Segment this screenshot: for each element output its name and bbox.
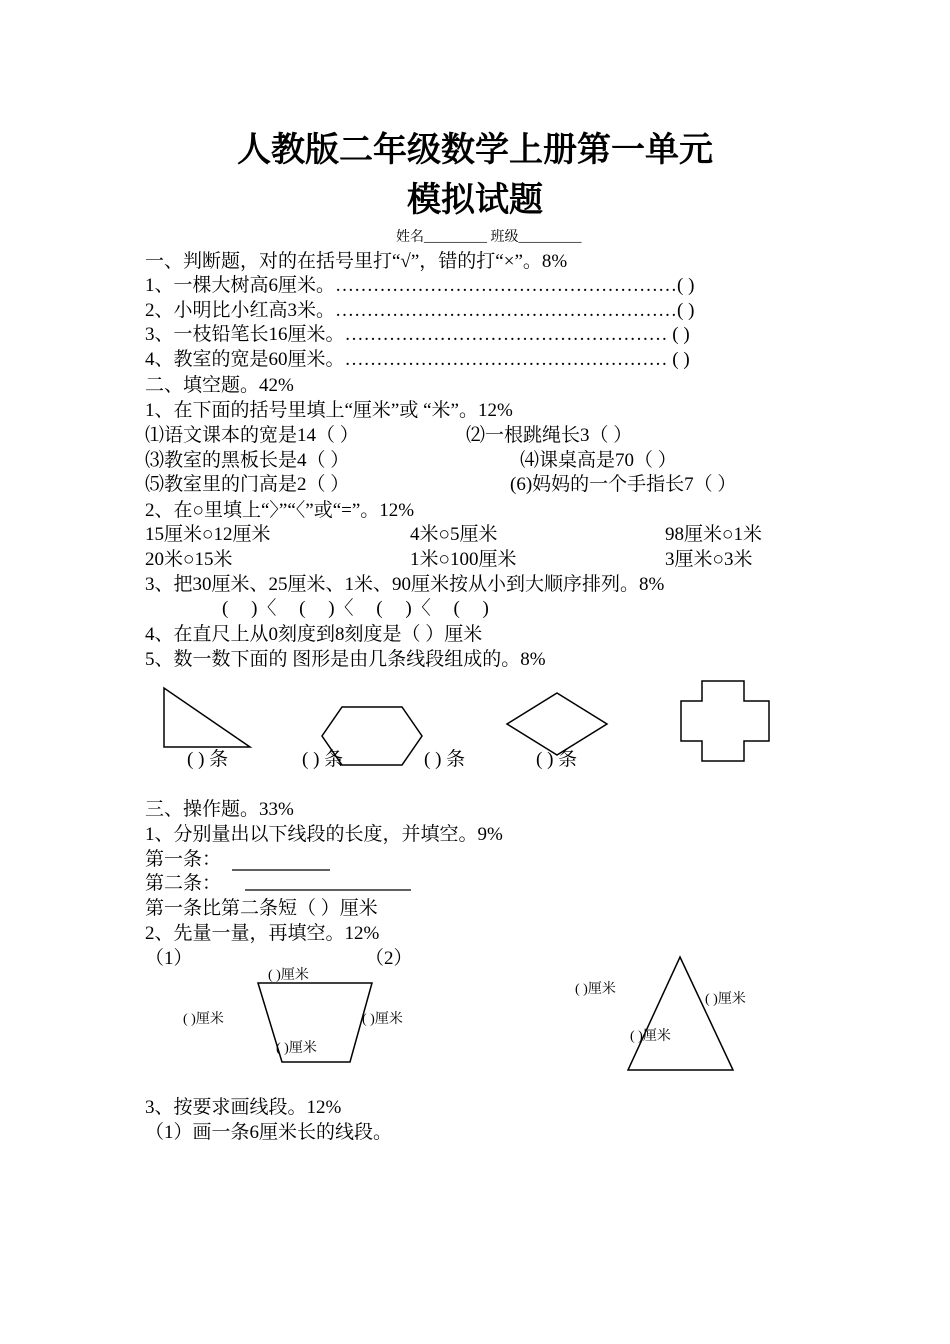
judge-item-2: 2、小明比小红高3米。………………………………………………( ) xyxy=(145,300,695,321)
rhombus-shape xyxy=(507,693,607,755)
fill-q5-label: 5、数一数下面的 图形是由几条线段组成的。8% xyxy=(145,649,546,670)
section3-heading: 三、操作题。33% xyxy=(145,799,294,820)
op-q3-sub1: （1）画一条6厘米长的线段。 xyxy=(145,1122,393,1143)
op-q2-sub2: （2） xyxy=(365,948,413,969)
compare-item-4: 20米○15米 xyxy=(145,549,233,570)
judge-item-4: 4、教室的宽是60厘米。…………………………………………… ( ) xyxy=(145,349,690,370)
section2-heading: 二、填空题。42% xyxy=(145,375,294,396)
fill-q1-item-3: ⑶教室的黑板长是4（ ） xyxy=(145,450,350,471)
triangle-shape xyxy=(164,688,250,747)
trap-label-top: ( )厘米 xyxy=(268,968,309,983)
judge-item-3: 3、一枝铅笔长16厘米。…………………………………………… ( ) xyxy=(145,324,690,345)
op-q2-sub1: （1） xyxy=(145,948,193,969)
compare-item-3: 98厘米○1米 xyxy=(665,524,762,545)
shape-answer-4: ( ) 条 xyxy=(536,749,578,770)
trap-label-left: ( )厘米 xyxy=(183,1012,224,1027)
compare-item-5: 1米○100厘米 xyxy=(410,549,517,570)
tri-label-bottom: ( )厘米 xyxy=(630,1029,671,1044)
fill-q1-label: 1、在下面的括号里填上“厘米”或 “米”。12% xyxy=(145,400,513,421)
op-q3-label: 3、按要求画线段。12% xyxy=(145,1097,342,1118)
fill-q4-label: 4、在直尺上从0刻度到8刻度是（ ）厘米 xyxy=(145,624,483,645)
triangle-measure-shape xyxy=(628,957,733,1070)
order-blanks: ( )〈 ( )〈 ( )〈 ( ) xyxy=(222,598,489,619)
trap-label-right: ( )厘米 xyxy=(362,1012,403,1027)
fill-q1-item-5: ⑸教室里的门高是2（ ） xyxy=(145,474,350,495)
fill-q3-label: 3、把30厘米、25厘米、1米、90厘米按从小到大顺序排列。8% xyxy=(145,574,665,595)
page-subtitle: 模拟试题 xyxy=(407,180,543,220)
compare-sentence: 第一条比第二条短（ ）厘米 xyxy=(145,898,378,919)
page-title: 人教版二年级数学上册第一单元 xyxy=(237,130,713,170)
student-info: 姓名_________ 班级_________ xyxy=(396,230,582,245)
shape-answer-1: ( ) 条 xyxy=(187,749,229,770)
op-q1-label: 1、分别量出以下线段的长度，并填空。9% xyxy=(145,824,503,845)
compare-item-6: 3厘米○3米 xyxy=(665,549,753,570)
line2-label: 第二条： xyxy=(145,873,222,894)
fill-q1-item-4: ⑷课桌高是70（ ） xyxy=(520,450,677,471)
judge-item-1: 1、一棵大树高6厘米。………………………………………………( ) xyxy=(145,275,695,296)
tri-label-right: ( )厘米 xyxy=(705,992,746,1007)
compare-item-2: 4米○5厘米 xyxy=(410,524,498,545)
tri-label-left: ( )厘米 xyxy=(575,982,616,997)
op-q2-label: 2、先量一量，再填空。12% xyxy=(145,923,380,944)
trap-label-bottom: ( )厘米 xyxy=(276,1041,317,1056)
cross-shape xyxy=(681,681,769,761)
line1-label: 第一条： xyxy=(145,849,222,870)
fill-q1-item-6: (6)妈妈的一个手指长7（ ） xyxy=(510,474,737,495)
fill-q2-label: 2、在○里填上“〉”“〈”或“=”。12% xyxy=(145,500,415,521)
fill-q1-item-1: ⑴语文课本的宽是14（ ） xyxy=(145,425,359,446)
shape-answer-3: ( ) 条 xyxy=(424,749,466,770)
section1-heading: 一、判断题，对的在括号里打“√”，错的打“×”。8% xyxy=(145,251,568,272)
compare-item-1: 15厘米○12厘米 xyxy=(145,524,271,545)
shape-answer-2: ( ) 条 xyxy=(302,749,344,770)
fill-q1-item-2: ⑵一根跳绳长3（ ） xyxy=(466,425,633,446)
